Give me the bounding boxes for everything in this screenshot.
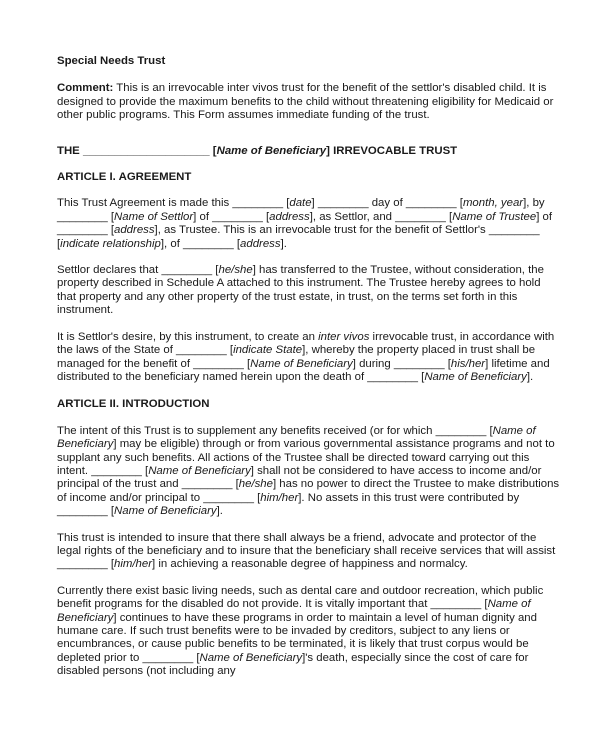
paragraph-text: The intent of this Trust is to supplement any benefits received (or for which ________ [ (57, 424, 493, 437)
paragraph-text: ] of ________ [ (57, 210, 553, 237)
placeholder-text: Name of Beneficiary (57, 424, 536, 451)
paragraph-text: ], by ________ [ (57, 197, 545, 223)
paragraph-text: ] has transferred to the Trustee, without consideration, the property described in Schedule A attached to this instrument. The Trustee hereby agrees to hold that property and any other property of the trust estate, in trust, on the terms set forth in this instrument. (57, 264, 544, 317)
trust-heading-beneficiary: Name of Beneficiary (216, 144, 327, 157)
article-1-heading: ARTICLE I. AGREEMENT (57, 171, 192, 184)
paragraph-text: ] ________ day of ________ [ (311, 197, 463, 210)
paragraph-text: ]. No assets in this trust were contributed by ________ [ (57, 491, 520, 518)
placeholder-text: address (269, 210, 310, 223)
placeholder-text: Name of Beneficiary (250, 357, 353, 370)
placeholder-text: Name of Beneficiary (424, 370, 527, 383)
trust-heading-prefix: THE ____________________ [ (57, 144, 217, 157)
placeholder-text: him/her (114, 558, 152, 571)
placeholder-text: his/her (450, 357, 486, 370)
article-1-paragraph-3 (57, 331, 560, 385)
placeholder-text: Name of Beneficiary (114, 505, 217, 518)
article-1-paragraph-2 (57, 264, 560, 318)
placeholder-text: month, year (462, 197, 524, 210)
placeholder-text: Name of Beneficiary (199, 651, 303, 664)
placeholder-text: Name of Beneficiary (148, 464, 251, 477)
paragraph-text: irrevocable trust, in accordance with the laws of the State of ________ [ (57, 330, 555, 357)
paragraph-text: ] shall not be considered to have access to income and/or principal of the trust and ________ [ (57, 464, 542, 491)
placeholder-text: him/her (260, 491, 299, 504)
trust-heading-suffix: ] IRREVOCABLE TRUST (326, 144, 458, 157)
article-2-paragraph-3 (57, 585, 560, 679)
placeholder-text: he/she (218, 264, 253, 277)
placeholder-text: inter vivos (318, 330, 370, 343)
paragraph-text: ], of ________ [ (160, 237, 241, 250)
document-title: Special Needs Trust (57, 55, 166, 67)
placeholder-text: indicate relationship (60, 237, 161, 250)
article-2-paragraph-1 (57, 425, 560, 519)
paragraph-text: Settlor declares that ________ [ (57, 264, 219, 277)
paragraph-text: ]. (216, 505, 223, 518)
paragraph-text: ] of ________ [ (193, 210, 270, 223)
paragraph-text: ] lifetime and distributed to the beneficiary named herein upon the death of ________ [ (57, 357, 550, 383)
paragraph-text: ], as Trustee. This is an irrevocable trust for the benefit of Settlor's ________ [ (57, 224, 540, 250)
article-1-paragraph-1 (57, 197, 560, 251)
paragraph-text: ] during ________ [ (352, 357, 451, 370)
paragraph-text: ] in achieving a reasonable degree of happiness and normalcy. (152, 558, 468, 571)
placeholder-text: Name of Beneficiary (57, 598, 531, 624)
paragraph-text: ]'s death, especially since the cost of care for disabled persons (not including any (57, 651, 529, 678)
comment-block (57, 82, 560, 122)
trust-heading (57, 145, 560, 158)
paragraph-text: ], as Settlor, and ________ [ (309, 210, 453, 223)
paragraph-text: Currently there exist basic living needs, such as dental care and outdoor recreation, which public benefit programs for the disabled do not provide. It is vitally important that ________ [ (57, 584, 544, 611)
placeholder-text: address (240, 237, 281, 250)
paragraph-text: It is Settlor's desire, by this instrument, to create an (57, 330, 319, 343)
paragraph-text: This Trust Agreement is made this ________ [ (57, 197, 290, 210)
comment-label: Comment: (57, 82, 114, 95)
paragraph-text: ]. (526, 370, 534, 383)
placeholder-text: address (114, 224, 155, 237)
placeholder-text: Name of Trustee (452, 210, 537, 223)
paragraph-text: ]. (280, 237, 287, 250)
placeholder-text: Name of Settlor (114, 210, 194, 223)
comment-text: This is an irrevocable inter vivos trust for the benefit of the settlor's disabled child. It is designed to provide the maximum benefits to the child without threatening eligibility for Medicaid or other public programs. This Form assumes immediate funding of the trust. (57, 82, 554, 122)
paragraph-text: ] may be eligible) through or from various governmental assistance programs and not to supplant any such benefits. All actions of the Trustee shall be directed toward carrying out this intent. ________ [ (57, 438, 555, 477)
paragraph-text: This trust is intended to insure that there shall always be a friend, advocate and protector of the legal rights of the beneficiary and to insure that the beneficiary shall receive services that will assist ________ [ (57, 531, 556, 571)
placeholder-text: indicate State (233, 344, 303, 357)
placeholder-text: date (289, 197, 312, 210)
article-2-heading: ARTICLE II. INTRODUCTION (57, 398, 210, 411)
paragraph-text: ] has no power to direct the Trustee to make distributions of income and/or principal to ________ [ (57, 478, 560, 504)
paragraph-text: ], whereby the property placed in trust shall be managed for the benefit of ________ [ (57, 344, 536, 370)
paragraph-text: ] continues to have these programs in order to maintain a level of human dignity and humane care. If such trust benefits were to be invaded by creditors, subject to any liens or encumbrances, or cause public benefits to be terminated, it is likely that trust corpus would be depleted prior to ________ [ (57, 611, 537, 664)
placeholder-text: he/she (238, 478, 273, 491)
article-2-paragraph-2 (57, 532, 560, 572)
